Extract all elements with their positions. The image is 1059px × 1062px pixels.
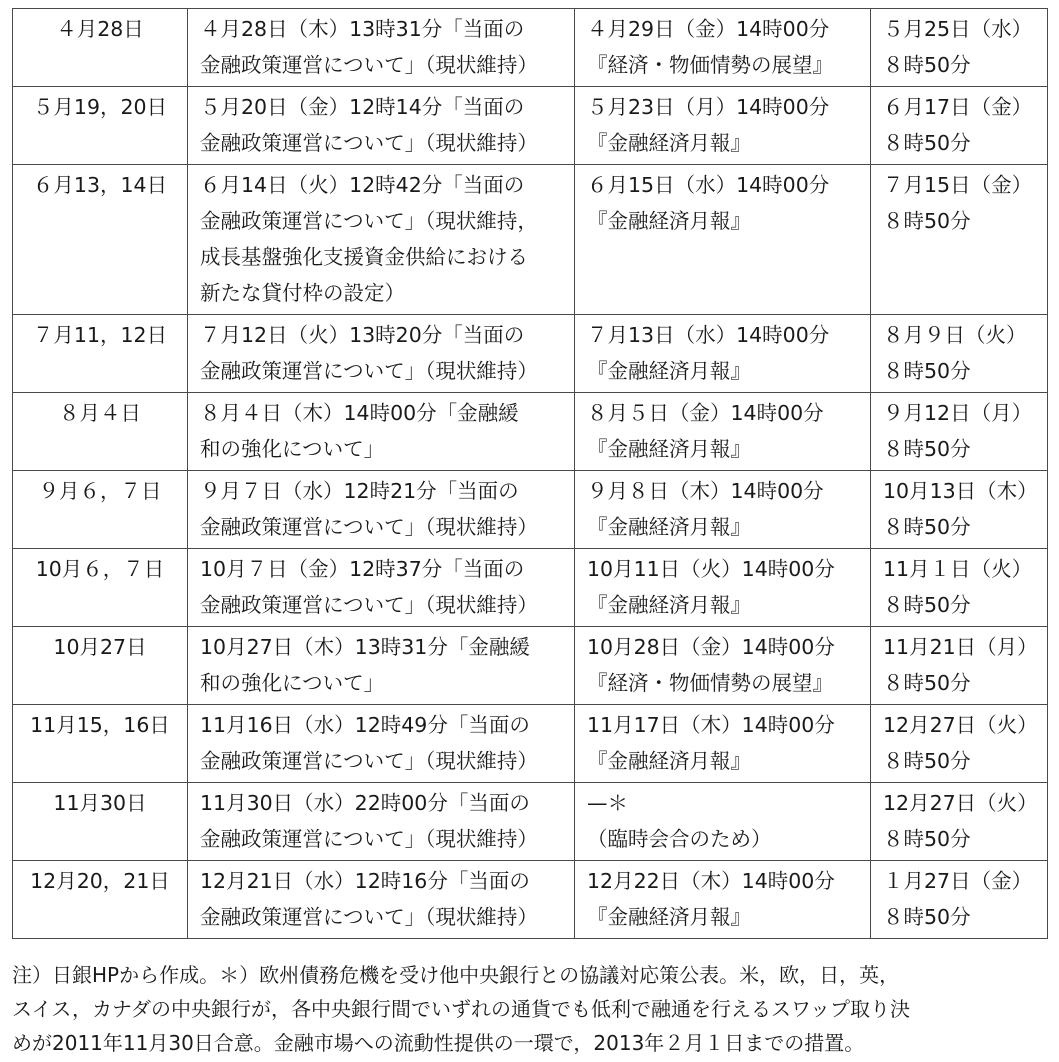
policy-decision-line: 金融政策運営について」（現状維持）: [200, 359, 538, 383]
policy-decision-cell: [188, 393, 575, 471]
report-release-cell: [575, 393, 871, 471]
minutes-release-cell: [871, 165, 1048, 315]
minutes-release-line: ８時50分: [883, 671, 971, 695]
report-release-line: ８月５日（金）14時00分: [587, 401, 824, 425]
table-row: [13, 471, 1048, 549]
policy-decision-cell: [188, 165, 575, 315]
policy-decision-cell: [188, 861, 575, 939]
policy-decision-cell: [188, 315, 575, 393]
policy-decision-line: 11月30日（水）22時00分「当面の: [200, 791, 530, 815]
minutes-release-line: ８時50分: [883, 827, 971, 851]
policy-decision-line: ８月４日（木）14時00分「金融緩: [200, 401, 519, 425]
policy-decision-line: 金融政策運営について」（現状維持）: [200, 593, 538, 617]
policy-decision-line: 金融政策運営について」（現状維持，: [200, 209, 538, 233]
policy-decision-line: 新たな貸付枠の設定）: [200, 281, 405, 305]
table-row: [13, 549, 1048, 627]
footnote-line: スイス，カナダの中央銀行が，各中央銀行間でいずれの通貨でも低利で融通を行えるスワップ取り決: [12, 997, 910, 1021]
minutes-release-line: ５月25日（水）: [883, 17, 1033, 41]
report-release-line: 『金融経済月報』: [587, 749, 751, 773]
footnote-line: 注）日銀HPから作成。＊）欧州債務危機を受け他中央銀行との協議対応策公表。米，欧，日，英，: [12, 963, 900, 987]
policy-decision-line: 金融政策運営について」（現状維持）: [200, 131, 538, 155]
minutes-release-line: ９月12日（月）: [883, 401, 1033, 425]
table-row: [13, 165, 1048, 315]
minutes-release-cell: [871, 393, 1048, 471]
policy-decision-line: 金融政策運営について」（現状維持）: [200, 515, 538, 539]
minutes-release-line: ８月９日（火）: [883, 323, 1027, 347]
policy-decision-line: 12月21日（水）12時16分「当面の: [200, 869, 530, 893]
meeting-date-cell: ９月６，７日: [13, 471, 188, 549]
report-release-line: ７月13日（水）14時00分: [587, 323, 830, 347]
report-release-cell: [575, 627, 871, 705]
minutes-release-line: 12月27日（火）: [883, 791, 1038, 815]
report-release-line: 10月28日（金）14時00分: [587, 635, 835, 659]
report-release-line: ５月23日（月）14時00分: [587, 95, 830, 119]
policy-decision-line: ５月20日（金）12時14分「当面の: [200, 95, 525, 119]
minutes-release-line: ７月15日（金）: [883, 173, 1033, 197]
meeting-date-cell: ７月11，12日: [13, 315, 188, 393]
report-release-line: 『金融経済月報』: [587, 905, 751, 929]
minutes-release-line: 10月13日（木）: [883, 479, 1038, 503]
policy-decision-cell: [188, 549, 575, 627]
report-release-line: 『金融経済月報』: [587, 359, 751, 383]
minutes-release-cell: [871, 549, 1048, 627]
policy-decision-line: ９月７日（水）12時21分「当面の: [200, 479, 519, 503]
table-row: [13, 705, 1048, 783]
minutes-release-line: ８時50分: [883, 749, 971, 773]
minutes-release-line: ８時50分: [883, 515, 971, 539]
report-release-line: 11月17日（木）14時00分: [587, 713, 835, 737]
report-release-line: 『金融経済月報』: [587, 593, 751, 617]
table-row: [13, 315, 1048, 393]
policy-decision-line: 金融政策運営について」（現状維持）: [200, 53, 538, 77]
policy-decision-cell: [188, 9, 575, 87]
table-row: [13, 627, 1048, 705]
minutes-release-cell: [871, 471, 1048, 549]
report-release-line: 『金融経済月報』: [587, 515, 751, 539]
minutes-release-line: １月27日（金）: [883, 869, 1033, 893]
policy-decision-cell: [188, 783, 575, 861]
minutes-release-cell: [871, 783, 1048, 861]
meeting-date-cell: 11月15，16日: [13, 705, 188, 783]
footnote-line: めが2011年11月30日合意。金融市場への流動性提供の一環で，2013年２月１日までの措置。: [12, 1031, 865, 1055]
meeting-date-cell: ５月19，20日: [13, 87, 188, 165]
policy-decision-cell: [188, 87, 575, 165]
minutes-release-cell: [871, 705, 1048, 783]
schedule-table: [12, 8, 1048, 939]
policy-decision-cell: [188, 705, 575, 783]
policy-decision-line: 金融政策運営について」（現状維持）: [200, 827, 538, 851]
table-row: [13, 783, 1048, 861]
meeting-date-cell: ４月28日: [13, 9, 188, 87]
minutes-release-cell: [871, 315, 1048, 393]
minutes-release-line: ６月17日（金）: [883, 95, 1033, 119]
policy-decision-line: 和の強化について」: [200, 437, 385, 461]
policy-decision-line: 成長基盤強化支援資金供給における: [200, 245, 528, 269]
policy-decision-line: ７月12日（火）13時20分「当面の: [200, 323, 525, 347]
report-release-line: 『経済・物価情勢の展望』: [587, 671, 833, 695]
report-release-cell: [575, 705, 871, 783]
minutes-release-line: 11月21日（月）: [883, 635, 1038, 659]
meeting-date-cell: 11月30日: [13, 783, 188, 861]
meeting-date-cell: ８月４日: [13, 393, 188, 471]
report-release-cell: [575, 165, 871, 315]
report-release-cell: [575, 783, 871, 861]
policy-decision-cell: [188, 471, 575, 549]
minutes-release-line: ８時50分: [883, 359, 971, 383]
report-release-line: —＊: [587, 791, 628, 815]
minutes-release-cell: [871, 627, 1048, 705]
minutes-release-line: ８時50分: [883, 209, 971, 233]
minutes-release-line: ８時50分: [883, 437, 971, 461]
report-release-line: ６月15日（水）14時00分: [587, 173, 830, 197]
meeting-date-cell: ６月13，14日: [13, 165, 188, 315]
report-release-line: 『金融経済月報』: [587, 131, 751, 155]
report-release-line: 『金融経済月報』: [587, 209, 751, 233]
policy-decision-line: 10月７日（金）12時37分「当面の: [200, 557, 525, 581]
meeting-date-cell: 10月27日: [13, 627, 188, 705]
report-release-cell: [575, 315, 871, 393]
report-release-cell: [575, 471, 871, 549]
report-release-line: 12月22日（木）14時00分: [587, 869, 835, 893]
schedule-table-wrapper: [12, 8, 1047, 939]
table-row: [13, 87, 1048, 165]
report-release-line: 『金融経済月報』: [587, 437, 751, 461]
report-release-line: ４月29日（金）14時00分: [587, 17, 830, 41]
report-release-cell: [575, 9, 871, 87]
minutes-release-cell: [871, 861, 1048, 939]
policy-decision-line: ４月28日（木）13時31分「当面の: [200, 17, 525, 41]
table-row: [13, 393, 1048, 471]
report-release-cell: [575, 861, 871, 939]
table-row: [13, 861, 1048, 939]
policy-decision-line: 11月16日（水）12時49分「当面の: [200, 713, 530, 737]
footnote: [12, 958, 1052, 1060]
meeting-date-cell: 10月６，７日: [13, 549, 188, 627]
report-release-line: 10月11日（火）14時00分: [587, 557, 835, 581]
report-release-cell: [575, 549, 871, 627]
minutes-release-line: ８時50分: [883, 53, 971, 77]
meeting-date-cell: 12月20，21日: [13, 861, 188, 939]
schedule-table-body: [13, 9, 1048, 939]
minutes-release-line: 11月１日（火）: [883, 557, 1033, 581]
minutes-release-line: ８時50分: [883, 905, 971, 929]
policy-decision-line: ６月14日（火）12時42分「当面の: [200, 173, 525, 197]
report-release-line: 『経済・物価情勢の展望』: [587, 53, 833, 77]
policy-decision-line: 金融政策運営について」（現状維持）: [200, 749, 538, 773]
minutes-release-cell: [871, 9, 1048, 87]
policy-decision-line: 和の強化について」: [200, 671, 385, 695]
minutes-release-line: ８時50分: [883, 593, 971, 617]
report-release-line: ９月８日（木）14時00分: [587, 479, 824, 503]
policy-decision-cell: [188, 627, 575, 705]
minutes-release-line: 12月27日（火）: [883, 713, 1038, 737]
report-release-cell: [575, 87, 871, 165]
policy-decision-line: 金融政策運営について」（現状維持）: [200, 905, 538, 929]
report-release-line: （臨時会合のため）: [587, 827, 772, 851]
policy-decision-line: 10月27日（木）13時31分「金融緩: [200, 635, 530, 659]
minutes-release-cell: [871, 87, 1048, 165]
minutes-release-line: ８時50分: [883, 131, 971, 155]
table-row: [13, 9, 1048, 87]
